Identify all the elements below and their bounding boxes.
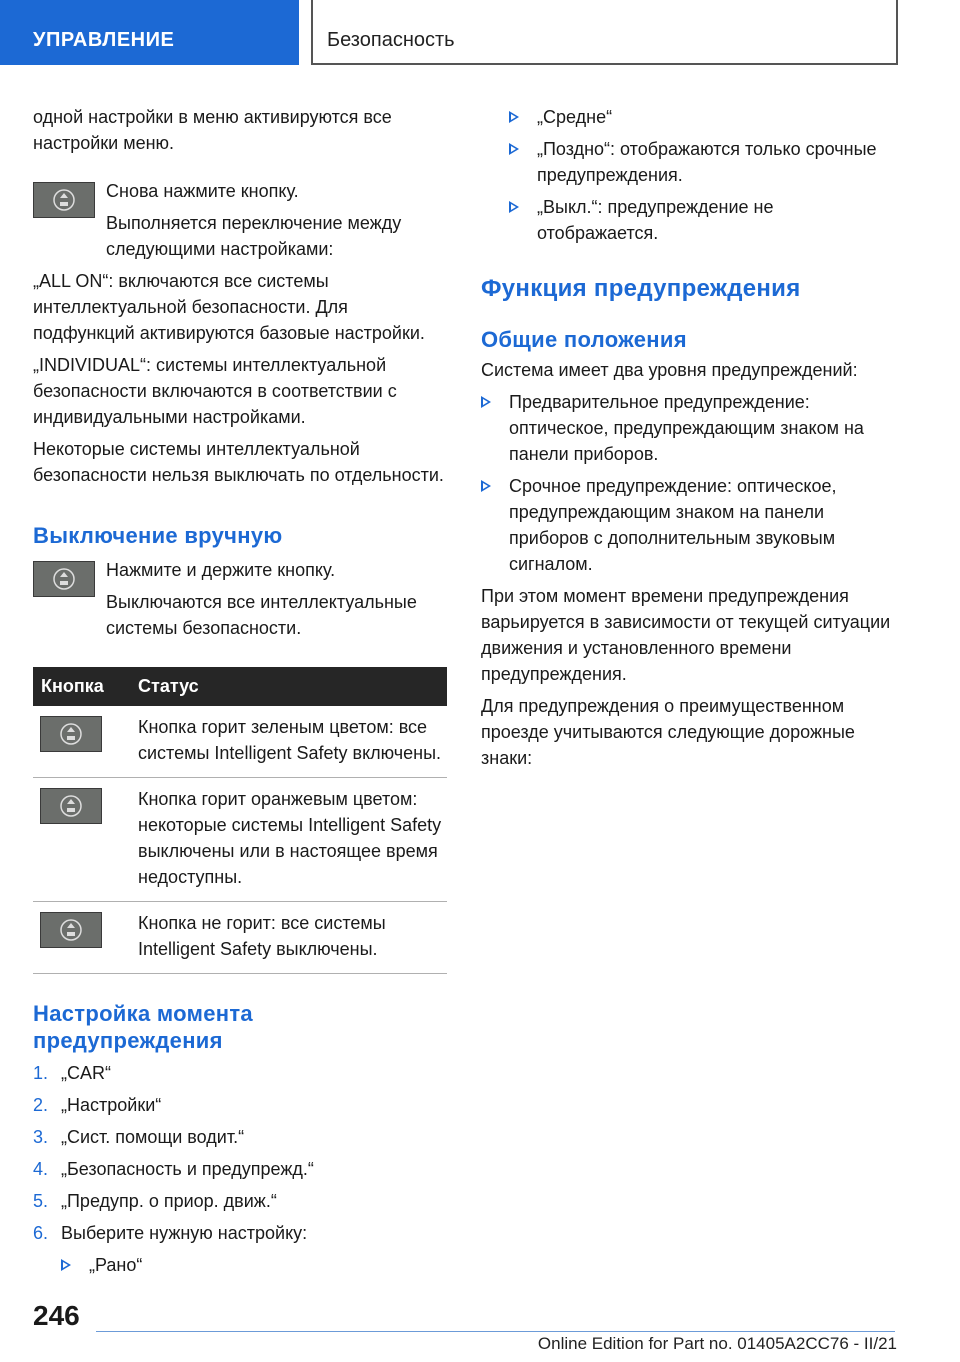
footer-divider: [96, 1331, 895, 1332]
levels-intro: Система имеет два уровня предупреждений:: [481, 360, 858, 380]
individual-text: „INDIVIDUAL“: системы интеллектуальной безопасности включаются в соответствии с индивидуальными настройками.: [33, 355, 397, 427]
col-button-header: Кнопка: [33, 667, 130, 706]
list-item: 6. Выберите нужную настройку:: [33, 1223, 308, 1243]
list-item: 1. „CAR“: [33, 1063, 111, 1083]
switching-text: Выполняется переключение между следующими настройками:: [106, 213, 402, 259]
chapter-title: Безопасность: [327, 29, 455, 51]
list-item: 2. „Настройки“: [33, 1095, 162, 1115]
button-off-icon: [40, 912, 102, 948]
road-signs-paragraph: Для предупреждения о преимущественном проезде учитываются следующие дорожные знаки:: [481, 696, 855, 768]
warning-function-heading: Функция предупреждения: [481, 275, 801, 302]
status-cell: Кнопка горит зеленым цветом: все системы Intelligent Safety включены.: [130, 706, 447, 778]
col-status-header: Статус: [130, 667, 447, 706]
triangle-bullet-icon: [61, 1259, 71, 1271]
level-item: Предварительное предупреждение: оптическое, предупреждающим знаком на панели приборов.: [481, 389, 895, 467]
triangle-bullet-icon: [481, 480, 491, 492]
intro-text: одной настройки в меню активируются все настройки меню.: [33, 107, 392, 153]
list-item: 5. „Предупр. о приор. движ.“: [33, 1191, 277, 1211]
button-orange-icon: [40, 788, 102, 824]
left-column: [33, 104, 447, 1278]
status-cell: Кнопка горит оранжевым цветом: некоторые системы Intelligent Safety выключены или в настоящее время недоступны.: [130, 778, 447, 902]
step-press-again: [33, 178, 447, 262]
header-section-tab: [0, 0, 299, 65]
button-green-icon: [40, 716, 102, 752]
list-item: 4. „Безопасность и предупрежд.“: [33, 1159, 314, 1179]
timing-heading: Настройка момента предупреждения: [33, 1001, 253, 1053]
table-row: [33, 706, 447, 778]
page-number: 246: [33, 1300, 80, 1331]
right-column: [481, 104, 895, 771]
option-off: „Выкл.“: предупреждение не отображается.: [509, 194, 895, 246]
safety-button-icon: [33, 561, 95, 597]
triangle-bullet-icon: [509, 111, 519, 123]
press-again-text: Снова нажмите кнопку.: [106, 181, 299, 201]
manual-off-heading: Выключение вручную: [33, 523, 283, 548]
table-row: [33, 902, 447, 974]
status-table: [33, 667, 447, 974]
hold-text: Нажмите и держите кнопку.: [106, 560, 336, 580]
all-off-text: Выключаются все интеллектуальные системы безопасности.: [106, 592, 417, 638]
triangle-bullet-icon: [509, 201, 519, 213]
all-on-text: „ALL ON“: включаются все системы интеллектуальной безопасности. Для подфункций активируются базовые настройки.: [33, 271, 425, 343]
option-late: „Поздно“: отображаются только срочные предупреждения.: [509, 136, 895, 188]
step-hold-button: [33, 557, 447, 641]
table-row: [33, 778, 447, 902]
option-early: „Рано“: [61, 1252, 447, 1278]
edition-footer: Online Edition for Part no. 01405A2CC76 - II/21: [537, 1334, 897, 1353]
list-item: 3. „Сист. помощи водит.“: [33, 1127, 245, 1147]
level-item: Срочное предупреждение: оптическое, предупреждающим знаком на панели приборов с дополнительным звуковым сигналом.: [481, 473, 895, 577]
timing-paragraph: При этом момент времени предупреждения варьируется в зависимости от текущей ситуации движения и установленного времени предупреждения.: [481, 586, 891, 684]
header-chapter-box: [311, 0, 898, 65]
general-heading: Общие положения: [481, 327, 687, 352]
triangle-bullet-icon: [481, 396, 491, 408]
safety-button-icon: [33, 182, 95, 218]
note-text: Некоторые системы интеллектуальной безопасности нельзя выключать по отдельности.: [33, 439, 444, 485]
option-medium: „Средне“: [509, 104, 895, 130]
triangle-bullet-icon: [509, 143, 519, 155]
status-cell: Кнопка не горит: все системы Intelligent Safety выключены.: [130, 902, 447, 974]
section-title: УПРАВЛЕНИЕ: [33, 29, 175, 51]
